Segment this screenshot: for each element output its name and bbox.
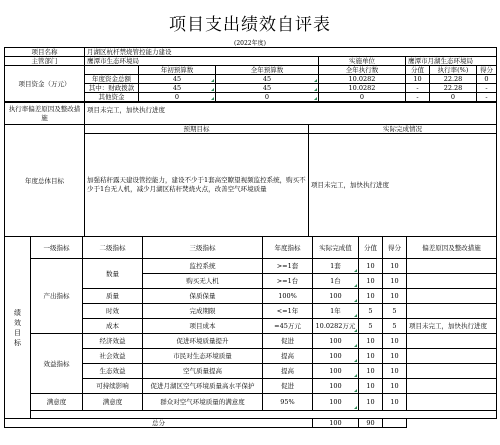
- funds-cell: 45: [139, 84, 216, 93]
- got-cell: 5: [383, 304, 407, 319]
- note-cell: [407, 364, 497, 379]
- total-score: 100: [313, 419, 359, 428]
- funds-cell: 10: [406, 75, 430, 84]
- level2-cell: 质量: [83, 289, 143, 304]
- note-cell: 项目未完工，加快执行进度: [407, 319, 497, 334]
- got-cell: 10: [383, 334, 407, 349]
- level3-cell: 监控系统: [143, 259, 263, 274]
- funds-header-blank: [85, 66, 139, 75]
- funds-header: 分值: [406, 66, 430, 75]
- actual-cell: 100: [313, 289, 359, 304]
- funds-cell: 0: [477, 75, 497, 84]
- level2-cell: 成本: [83, 319, 143, 334]
- table-row: [5, 259, 497, 274]
- score-cell: 10: [359, 334, 383, 349]
- level2-cell: 社会效益: [83, 349, 143, 364]
- dept-label: 主管部门: [5, 57, 85, 66]
- target-cell: 95%: [263, 394, 313, 411]
- got-cell: 10: [383, 394, 407, 411]
- goals-actual-text: 项目未完工，加快执行进度: [309, 134, 497, 237]
- funds-label: 项目资金（万元）: [5, 66, 85, 102]
- level2-cell: 生态效益: [83, 364, 143, 379]
- actual-cell: 100: [313, 364, 359, 379]
- note-cell: [407, 289, 497, 304]
- level2-cell: 可持续影响: [83, 379, 143, 394]
- score-cell: 10: [359, 349, 383, 364]
- indicators-side-text: 绩效目标: [14, 308, 21, 347]
- funds-cell: 0: [216, 93, 319, 102]
- score-cell: 5: [359, 304, 383, 319]
- actual-cell: 1年: [313, 304, 359, 319]
- funds-row-name: 其他资金: [85, 93, 139, 102]
- target-cell: 促进: [263, 379, 313, 394]
- funds-cell: -: [406, 93, 430, 102]
- indicators-header: 得分: [383, 237, 407, 259]
- goals-actual-header: 实际完成情况: [309, 125, 497, 134]
- score-cell: 10: [359, 259, 383, 274]
- got-cell: 10: [383, 364, 407, 379]
- indicators-header: 分值: [359, 237, 383, 259]
- level1-cell: 效益指标: [31, 334, 83, 394]
- note-cell: [407, 349, 497, 364]
- note-cell: [407, 259, 497, 274]
- funds-cell: -: [406, 84, 430, 93]
- funds-cell: 0: [430, 93, 477, 102]
- score-cell: 10: [359, 394, 383, 411]
- got-cell: 5: [383, 319, 407, 334]
- level1-cell: 产出指标: [31, 259, 83, 334]
- indicators-header: 实际完成值: [313, 237, 359, 259]
- indicators-header: 二级指标: [83, 237, 143, 259]
- dept-row: [5, 57, 497, 66]
- goals-header-row: [5, 125, 497, 134]
- target-cell: >=1台: [263, 274, 313, 289]
- target-cell: 促进: [263, 334, 313, 349]
- note-cell: [407, 274, 497, 289]
- funds-header: 年初预算数: [139, 66, 216, 75]
- funds-header-row: [5, 66, 497, 75]
- funds-cell: 45: [216, 84, 319, 93]
- deviation-label: 执行率偏差原因及整改措施: [5, 103, 85, 125]
- goals-plan-header: 预期目标: [85, 125, 309, 134]
- funds-cell: -: [477, 93, 497, 102]
- actual-cell: 100: [313, 334, 359, 349]
- indicators-header: 年度指标: [263, 237, 313, 259]
- total-note: [383, 419, 407, 428]
- level3-cell: 促进月湖区空气环境质量高水平保护: [143, 379, 263, 394]
- funds-cell: 45: [139, 75, 216, 84]
- funds-cell: 0: [319, 93, 406, 102]
- level3-cell: 保质保量: [143, 289, 263, 304]
- total-got: 90: [359, 419, 383, 428]
- funds-cell: 45: [216, 75, 319, 84]
- level3-cell: 群众对空气环境质量的满意度: [143, 394, 263, 411]
- impl-label: 实施单位: [319, 57, 406, 66]
- project-name-row: [5, 48, 497, 57]
- project-name-label: 项目名称: [5, 48, 85, 57]
- note-cell: [407, 379, 497, 394]
- got-cell: 10: [383, 349, 407, 364]
- score-cell: 10: [359, 379, 383, 394]
- indicators-header: 三级指标: [143, 237, 263, 259]
- level2-cell: 经济效益: [83, 334, 143, 349]
- funds-row-name: 其中：财政拨款: [85, 84, 139, 93]
- level2-cell: 数量: [83, 259, 143, 289]
- actual-cell: 1台: [313, 274, 359, 289]
- score-cell: 10: [359, 364, 383, 379]
- funds-cell: 22.28: [430, 84, 477, 93]
- got-cell: 10: [383, 289, 407, 304]
- target-cell: 100%: [263, 289, 313, 304]
- project-name-value: 月湖区杭杆禁烧管控能力建设: [85, 48, 497, 57]
- indicators-header: 一级指标: [31, 237, 83, 259]
- actual-cell: 100: [313, 379, 359, 394]
- impl-value: 鹰潭市月湖生态环境局: [406, 57, 497, 66]
- table-row: [5, 394, 497, 411]
- score-cell: 10: [359, 274, 383, 289]
- page-title: 项目支出绩效自评表: [169, 15, 331, 35]
- target-cell: 提高: [263, 364, 313, 379]
- funds-row-name: 年度资金总额: [85, 75, 139, 84]
- funds-header: 执行率(%): [430, 66, 477, 75]
- score-cell: 5: [359, 319, 383, 334]
- target-cell: >=1套: [263, 259, 313, 274]
- blank-row: [5, 411, 497, 419]
- funds-cell: 10.0282: [319, 84, 406, 93]
- level3-cell: 市民对生态环境质量: [143, 349, 263, 364]
- note-cell: [407, 334, 497, 349]
- funds-cell: 22.28: [430, 75, 477, 84]
- level2-cell: 时效: [83, 304, 143, 319]
- funds-header: 全年执行数: [319, 66, 406, 75]
- level3-cell: 促进环境质量提升: [143, 334, 263, 349]
- target-cell: <=1年: [263, 304, 313, 319]
- goals-table: [4, 124, 497, 237]
- note-cell: [407, 394, 497, 411]
- level3-cell: 完成期限: [143, 304, 263, 319]
- funds-cell: 0: [139, 93, 216, 102]
- level3-cell: 项目成本: [143, 319, 263, 334]
- actual-cell: 1套: [313, 259, 359, 274]
- funds-cell: -: [477, 84, 497, 93]
- score-cell: 10: [359, 289, 383, 304]
- indicators-side-label: [5, 237, 31, 419]
- blank-cell: [31, 411, 497, 419]
- dept-value: 鹰潭市生态环境局: [85, 57, 319, 66]
- got-cell: 10: [383, 379, 407, 394]
- level3-cell: 购买无人机: [143, 274, 263, 289]
- deviation-text: 项目未完工，加快执行进度: [85, 103, 497, 125]
- funds-table: [4, 47, 497, 102]
- table-row: [5, 334, 497, 349]
- got-cell: 10: [383, 259, 407, 274]
- year-label: (2022年度): [234, 40, 266, 47]
- deviation-row: [5, 103, 497, 125]
- goals-plan-text: 加强秸秆露天建设管控能力，建设不少于1套高空瞭望视频监控系统，购买不少于1台无人机，减少月湖区秸秆焚烧火点，改善空气环境质量: [85, 134, 309, 237]
- total-label: 总分: [5, 419, 313, 428]
- total-row: [5, 419, 497, 428]
- deviation-table: [4, 102, 497, 125]
- goals-label: 年度总体目标: [5, 125, 85, 237]
- level1-cell: 满意度: [31, 394, 83, 411]
- note-cell: [407, 304, 497, 319]
- got-cell: 10: [383, 274, 407, 289]
- level3-cell: 空气质量提高: [143, 364, 263, 379]
- funds-header: 全年预算数: [216, 66, 319, 75]
- target-cell: =45万元: [263, 319, 313, 334]
- funds-cell: 10.0282: [319, 75, 406, 84]
- indicators-header: 偏差原因及整改措施: [407, 237, 497, 259]
- actual-cell: 10.0282万元: [313, 319, 359, 334]
- indicators-table: [4, 236, 497, 428]
- actual-cell: 100: [313, 349, 359, 364]
- funds-header: 得分: [477, 66, 497, 75]
- indicators-header-row: [5, 237, 497, 259]
- actual-cell: 100: [313, 394, 359, 411]
- level2-cell: 满意度: [83, 394, 143, 411]
- target-cell: 提高: [263, 349, 313, 364]
